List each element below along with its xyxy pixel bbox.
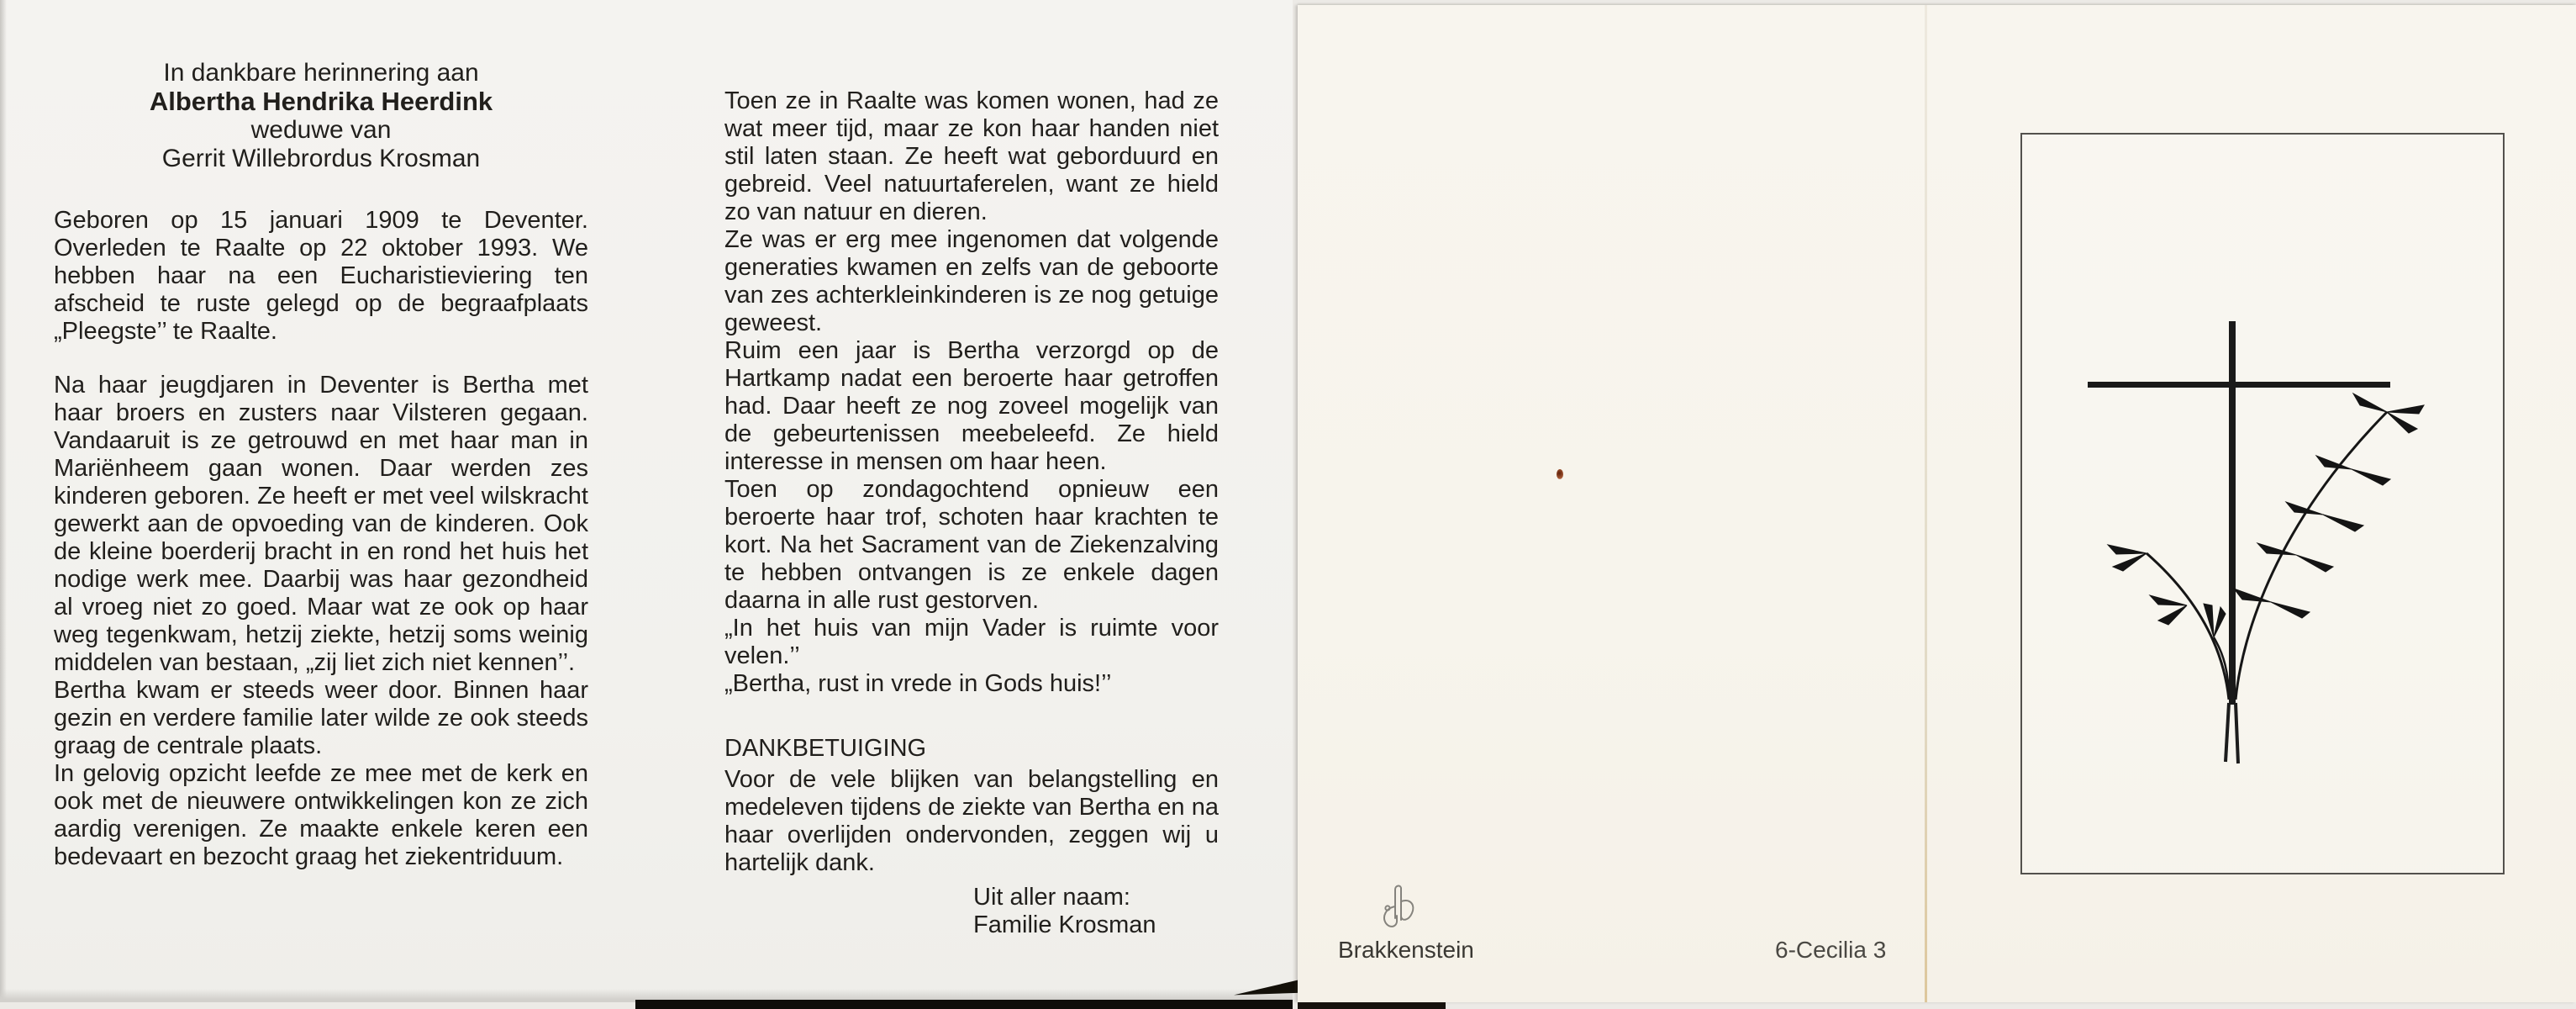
acknowledgement-body: Voor de vele blijken van belangstelling en medeleven tijdens de ziekte van Bertha en na haar overlijden ondervonden, zeggen wij u hartelijk dank.	[724, 766, 1219, 876]
scan-edge-artifact	[635, 1000, 1293, 1009]
inner-card-spread	[0, 0, 1293, 1002]
inner-left-column	[54, 59, 588, 871]
scan-edge-artifact	[0, 0, 7, 1002]
fold-crease	[1925, 5, 1927, 1002]
memorial-heading	[54, 59, 588, 173]
front-cover-frame	[2020, 133, 2505, 874]
paragraph: Ze was er erg mee ingenomen dat volgende generaties kwamen en zelfs van de geboorte van zes achterkleinkinderen is ze nog getuige geweest.	[724, 226, 1219, 336]
heading-intro: In dankbare herinnering aan	[163, 59, 479, 87]
husband-name: Gerrit Willebrordus Krosman	[161, 145, 481, 172]
life-story-block-2	[724, 87, 1219, 698]
paragraph: Toen ze in Raalte was komen wonen, had ze wat meer tijd, maar ze kon haar handen niet stil laten staan. Ze heeft wat geborduurd en gebreid. Veel natuurtaferelen, want ze hield zo van natuur en dieren.	[724, 87, 1219, 225]
signoff-block	[724, 884, 1219, 939]
birth-death-paragraph: Geboren op 15 januari 1909 te Deventer. Overleden te Raalte op 22 oktober 1993. We hebben haar na een Eucharistieviering ten afscheid te ruste gelegd op de begraafplaats „Pleegste’’ te Raalte.	[54, 207, 588, 345]
paragraph: Toen op zondagochtend opnieuw een beroerte haar trof, schoten haar krachten te kort. Na het Sacrament van de Ziekenzalving te hebben ontvangen is ze enkele dagen daarna in alle rust gestorven.	[724, 476, 1219, 614]
acknowledgement-title: DANKBETUIGING	[724, 735, 927, 762]
inner-right-column	[724, 87, 1219, 939]
signoff-line: Uit aller naam:	[973, 884, 1130, 911]
paragraph: In gelovig opzicht leefde ze mee met de kerk en ook met de nieuwere ontwikkelingen kon ze zich aardig verenigen. Ze maakte enkele keren een bedevaart en bezocht graag het ziekentriduum.	[54, 760, 588, 870]
outer-card-spread	[1298, 5, 2576, 1002]
cross-with-grasses-icon	[2022, 135, 2503, 873]
life-story-block	[54, 372, 588, 871]
brakkenstein-monogram-icon	[1375, 883, 1419, 935]
paragraph: Na haar jeugdjaren in Deventer is Bertha met haar broers en zusters naar Vilsteren gegaan. Vandaaruit is ze getrouwd en met haar man in Mariënheem gaan wonen. Daar werden zes kinderen geboren. Ze heeft er met veel wilskracht gewerkt aan de opvoeding van de kinderen. Ook de kleine boerderij bracht in en rond het huis het nodige werk mee. Daarbij was haar gezondheid al vroeg niet zo goed. Maar wat ze ook op haar weg tegenkwam, hetzij ziekte, hetzij soms weinig middelen van bestaan, „zij liet zich niet kennen’’.	[54, 372, 588, 676]
paragraph: Bertha kwam er steeds weer door. Binnen haar gezin en verdere familie later wilde ze ook steeds graag de centrale plaats.	[54, 677, 588, 759]
paragraph: „Bertha, rust in vrede in Gods huis!’’	[724, 670, 1112, 697]
series-code-label: 6-Cecilia 3	[1775, 937, 1887, 963]
signoff-family-name: Familie Krosman	[973, 911, 1156, 938]
deceased-name: Albertha Hendrika Heerdink	[149, 87, 493, 116]
widow-of-label: weduwe van	[250, 116, 392, 144]
paragraph: „In het huis van mijn Vader is ruimte voor velen.’’	[724, 615, 1219, 669]
publisher-label: Brakkenstein	[1338, 937, 1474, 963]
paragraph: Ruim een jaar is Bertha verzorgd op de Hartkamp nadat een beroerte haar getroffen had. Daar heeft ze nog zoveel mogelijk van de gebeurtenissen meebeleefd. Ze hield interesse in mensen om haar heen.	[724, 337, 1219, 475]
ink-speck-artifact	[1557, 469, 1563, 479]
